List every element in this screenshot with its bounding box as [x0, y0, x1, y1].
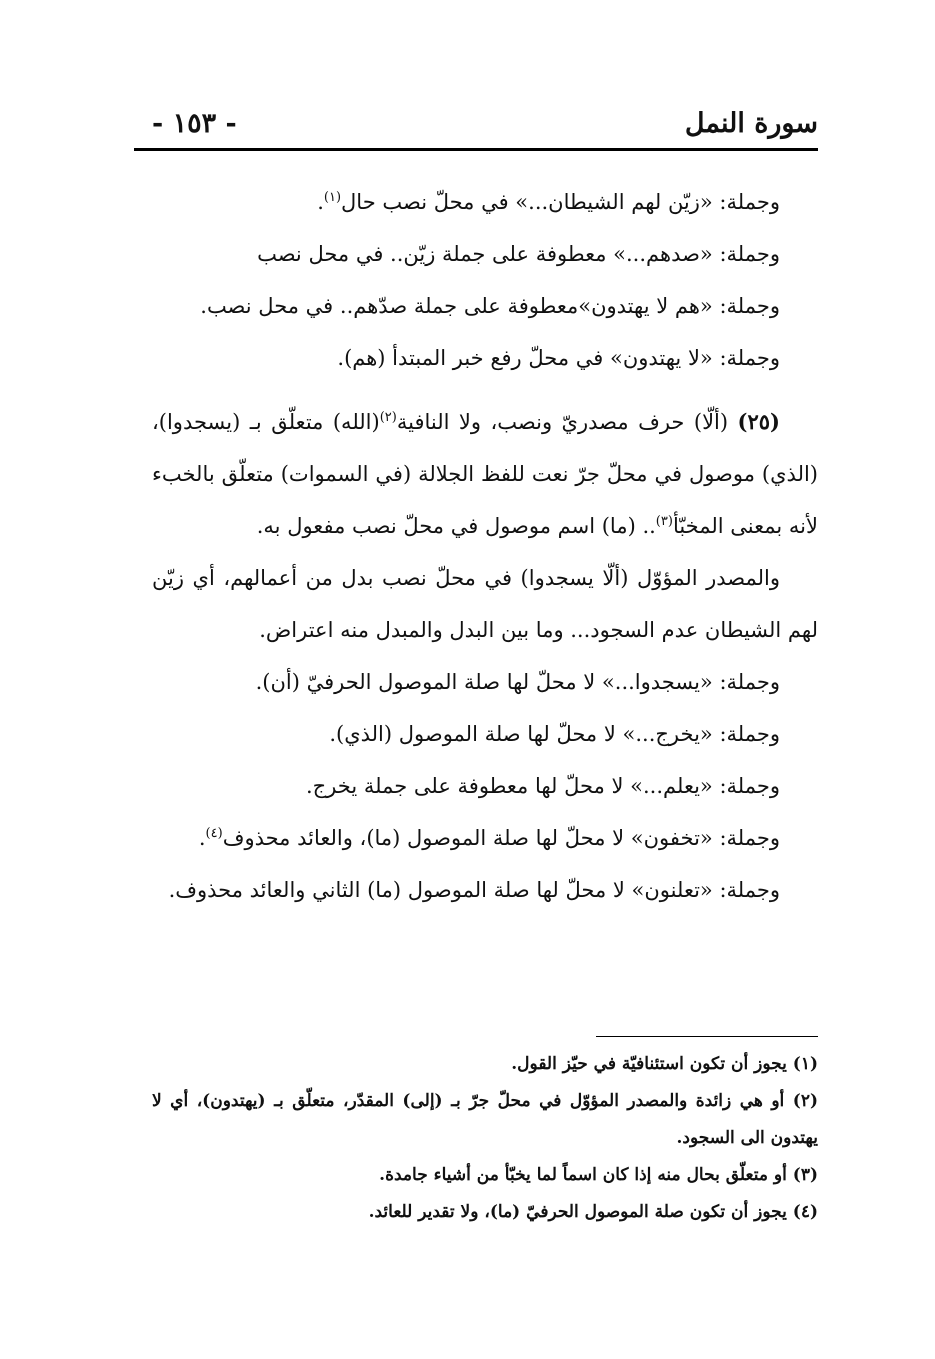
footnote-ref[interactable]: (٢) — [379, 410, 397, 425]
footnote-item: (٤) يجوز أن تكون صلة الموصول الحرفيّ (ما)، ولا تقدير للعائد. — [368, 1202, 818, 1222]
text-line: وجملة: «هم لا يهتدون»معطوفة على جملة صدّهم.. في محل نصب. — [200, 294, 780, 318]
page-header — [134, 104, 818, 148]
verse-analysis-paragraph: (٢٥) (ألّا) حرف مصدريّ ونصب، ولا النافية$^{(٢)}$(الله) متعلّق بـ (يسجدوا)، (الذي) موصول في محلّ جرّ نعت للفظ الجلالة (في السموات) متعلّق بالخبء لأنه بمعنى المخبّأ$^{(٣)}$.. (ما) اسم موصول في محلّ نصب مفعول به. — [152, 409, 818, 538]
footnote-item: (١) يجوز أن تكون استئنافيّة في حيّز القول. — [511, 1054, 818, 1074]
footnote-separator — [596, 1036, 818, 1037]
jumla-line: وجملة: «يخرج...» لا محلّ لها صلة الموصول (الذي). — [329, 722, 780, 746]
text-line: وجملة: «صدهم...» معطوفة على جملة زيّن.. في محل نصب — [257, 242, 780, 266]
main-text — [152, 176, 818, 916]
jumla-line: وجملة: «تعلنون» لا محلّ لها صلة الموصول (ما) الثاني والعائد محذوف. — [168, 878, 780, 902]
surah-title: سورة النمل — [684, 108, 818, 139]
text-line: وجملة: «زيّن لهم الشيطان...» في محلّ نصب حال$^{(١)}$. — [317, 190, 780, 214]
footnotes — [152, 1046, 818, 1231]
footnote-ref[interactable]: (٣) — [655, 514, 673, 529]
footnote-item: (٢) أو هي زائدة والمصدر المؤوّل في محلّ جرّ بـ (إلى) المقدّر، متعلّق بـ (يهتدون)، أي لا يهتدون الى السجود. — [152, 1091, 818, 1148]
text-line: وجملة: «لا يهتدون» في محلّ رفع خبر المبتدأ (هم). — [337, 346, 780, 370]
page-number: - ١٥٣ - — [152, 108, 237, 139]
footnote-item: (٣) أو متعلّق بحال منه إذا كان اسماً لما يخبّأ من أشياء جامدة. — [379, 1165, 818, 1185]
jumla-line: وجملة: «تخفون» لا محلّ لها صلة الموصول (ما)، والعائد محذوف$^{(٤)}$. — [198, 826, 780, 850]
jumla-line: وجملة: «يعلم...» لا محلّ لها معطوفة على جملة يخرج. — [305, 774, 780, 798]
footnote-ref[interactable]: (١) — [323, 190, 342, 205]
verse-number: (٢٥) — [737, 409, 780, 434]
jumla-line: وجملة: «يسجدوا...» لا محلّ لها صلة الموصول الحرفيّ (أن). — [255, 670, 780, 694]
masdar-paragraph: والمصدر المؤوّل (ألّا يسجدوا) في محلّ نصب بدل من أعمالهم، أي زيّن لهم الشيطان عدم السجود... وما بين البدل والمبدل منه اعتراض. — [152, 566, 818, 642]
footnote-ref[interactable]: (٤) — [205, 826, 223, 841]
header-rule — [134, 148, 818, 151]
